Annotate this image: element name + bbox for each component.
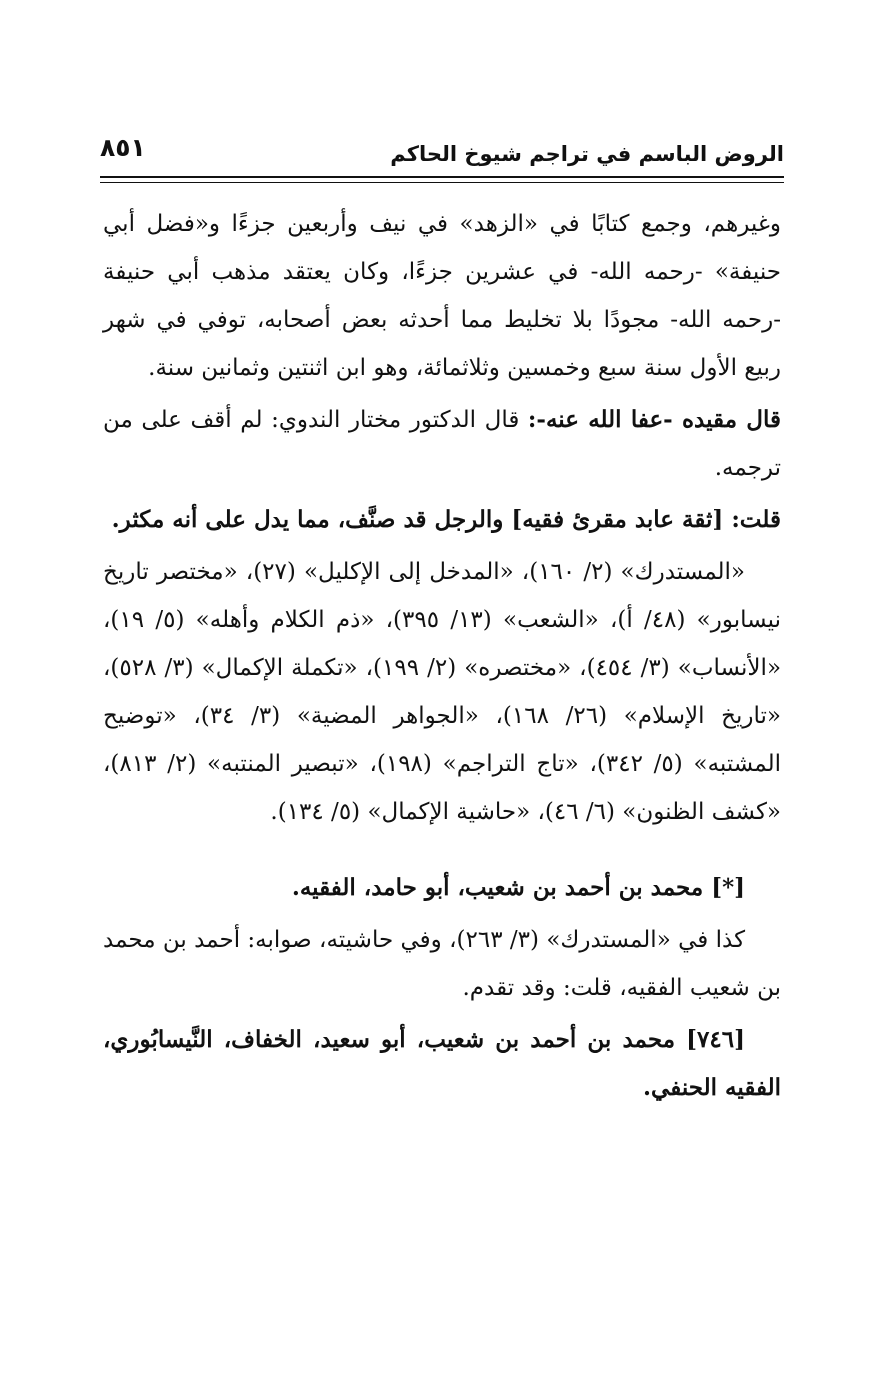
paragraph-verdict <box>103 496 781 544</box>
paragraph-editor-note <box>103 396 781 492</box>
page-body <box>103 200 781 1112</box>
verdict-text: [ثقة عابد مقرئ فقيه] والرجل قد صنَّف، مما يدل على أنه مكثر. <box>111 506 732 533</box>
verdict-lead: قلت: <box>731 506 781 533</box>
paragraph-correction-note: كذا في «المستدرك» (٣/ ٢٦٣)، وفي حاشيته، صوابه: أحمد بن محمد بن شعيب الفقيه، قلت: وقد تقدم. <box>103 927 781 1001</box>
running-title: الروض الباسم في تراجم شيوخ الحاكم <box>390 142 784 166</box>
header-rule-thin <box>100 182 784 183</box>
paragraph-biography: وغيرهم، وجمع كتابًا في «الزهد» في نيف وأربعين جزءًا و«فضل أبي حنيفة» -رحمه الله- في عشرين جزءًا، وكان يعتقد مذهب أبي حنيفة -رحمه الله- مجودًا بلا تخليط مما أحدثه بعض أصحابه، توفي في شهر ربيع الأول سنة سبع وخمسين وثلاثمائة، وهو ابن اثنتين وثمانين سنة. <box>103 211 781 381</box>
paragraph-references: «المستدرك» (٢/ ١٦٠)، «المدخل إلى الإكليل» (٢٧)، «مختصر تاريخ نيسابور» (٤٨/ أ)، «الشعب» (١٣/ ٣٩٥)، «ذم الكلام وأهله» (٥/ ١٩)، «الأنساب» (٣/ ٤٥٤)، «مختصره» (٢/ ١٩٩)، «تكملة الإكمال» (٣/ ٥٢٨)، «تاريخ الإسلام» (٢٦/ ١٦٨)، «الجواهر المضية» (٣/ ٣٤)، «توضيح المشتبه» (٥/ ٣٤٢)، «تاج التراجم» (١٩٨)، «تبصير المنتبه» (٢/ ٨١٣)، «كشف الظنون» (٦/ ٤٦)، «حاشية الإكمال» (٥/ ١٣٤). <box>103 559 782 825</box>
entry-heading-star: [*] محمد بن أحمد بن شعيب، أبو حامد، الفقيه. <box>291 874 745 901</box>
header-rule-thick <box>100 176 784 178</box>
editor-note-text: قال الدكتور مختار الندوي: لم أقف على من ترجمه. <box>103 407 781 481</box>
page-header <box>100 128 784 172</box>
page-number: ٨٥١ <box>100 133 146 162</box>
editor-note-lead: قال مقيده -عفا الله عنه-: <box>527 406 781 433</box>
entry-heading-746: [٧٤٦] محمد بن أحمد بن شعيب، أبو سعيد، الخفاف، النَّيسابُوري، الفقيه الحنفي. <box>103 1026 781 1101</box>
